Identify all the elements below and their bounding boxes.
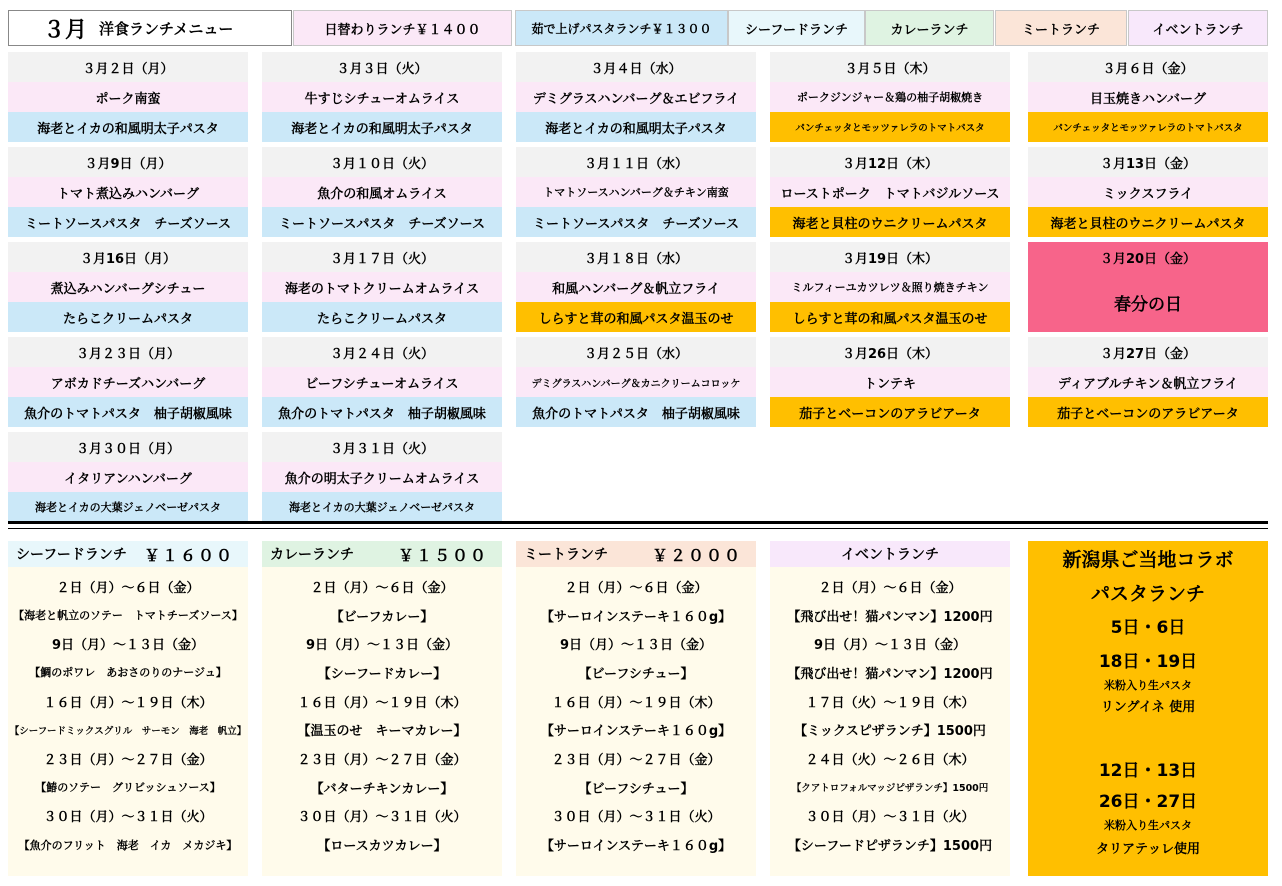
special-dish: 【ミックスピザランチ】1500円: [794, 724, 986, 740]
daily-lunch-item: ミックスフライ: [1028, 177, 1268, 207]
pasta-lunch-item: しらすと茸の和風パスタ温玉のせ: [516, 302, 756, 332]
special-dish: 【ビーフカレー】: [330, 609, 434, 625]
pasta-lunch-item: 海老とイカの和風明太子パスタ: [8, 112, 248, 142]
pasta-lunch-item: ミートソースパスタ チーズソース: [516, 207, 756, 237]
pasta-lunch-item: パンチェッタとモッツァレラのトマトパスタ: [1028, 112, 1268, 142]
day-date: ３月9日（月）: [8, 147, 248, 177]
period-label: １６日（月）～１９日（木）: [43, 695, 213, 711]
collab-dates: 18日・19日: [1098, 652, 1198, 672]
day-date: ３月２４日（火）: [262, 337, 502, 367]
period-label: 9日（月）～１３日（金）: [559, 638, 713, 654]
day-date: ３月13日（金）: [1028, 147, 1268, 177]
day-card: [262, 432, 502, 522]
special-dish: 【シーフードカレー】: [317, 666, 447, 682]
pasta-lunch-item: ミートソースパスタ チーズソース: [262, 207, 502, 237]
period-label: ２日（月）～６日（金）: [310, 580, 454, 596]
period-label: 9日（月）～１３日（金）: [813, 638, 967, 654]
period-label: 9日（月）～１３日（金）: [51, 638, 205, 654]
daily-lunch-item: ミルフィーユカツレツ＆照り焼きチキン: [770, 272, 1010, 302]
period-label: ２３日（月）～２７日（金）: [43, 752, 213, 768]
daily-lunch-item: トンテキ: [770, 367, 1010, 397]
daily-lunch-item: トマト煮込みハンバーグ: [8, 177, 248, 207]
daily-lunch-item: 魚介の明太子クリームオムライス: [262, 462, 502, 492]
special-lunch-column: [770, 541, 1010, 876]
special-dish: 【鰆のソテー グリビッシュソース】: [35, 781, 221, 795]
day-card: [1028, 147, 1268, 237]
period-label: ２４日（火）～２６日（木）: [805, 752, 975, 768]
pasta-lunch-item: たらこクリームパスタ: [262, 302, 502, 332]
day-date: ３月６日（金）: [1028, 52, 1268, 82]
special-dish: 【温玉のせ キーマカレー】: [297, 724, 467, 740]
holiday-label: 春分の日: [1028, 272, 1268, 332]
collab-dates: 5日・6日: [1110, 618, 1186, 638]
day-date: ３月20日（金）: [1028, 242, 1268, 272]
daily-lunch-item: 牛すじシチューオムライス: [262, 82, 502, 112]
day-card: [262, 337, 502, 427]
special-lunch-name: カレーランチ: [270, 547, 354, 563]
special-dish: 【ビーフシチュー】: [578, 666, 694, 682]
special-lunch-column: [516, 541, 756, 876]
daily-lunch-item: デミグラスハンバーグ＆エビフライ: [516, 82, 756, 112]
day-card: [516, 337, 756, 427]
daily-lunch-item: ポーク南蛮: [8, 82, 248, 112]
period-label: １６日（月）～１９日（木）: [551, 695, 721, 711]
legend-item: 日替わりランチ￥１４００: [293, 10, 512, 46]
daily-lunch-item: 魚介の和風オムライス: [262, 177, 502, 207]
day-card: [770, 52, 1010, 142]
special-dish: 【シーフードミックスグリル サーモン 海老 帆立】: [9, 725, 247, 737]
day-date: ３月３０日（月）: [8, 432, 248, 462]
pasta-lunch-item: パンチェッタとモッツァレラのトマトパスタ: [770, 112, 1010, 142]
day-card: [516, 52, 756, 142]
legend-item: ミートランチ: [995, 10, 1127, 46]
period-label: ２日（月）～６日（金）: [56, 580, 200, 596]
special-lunch-column: [8, 541, 248, 876]
day-date: ３月12日（木）: [770, 147, 1010, 177]
daily-lunch-item: 煮込みハンバーグシチュー: [8, 272, 248, 302]
day-card: [770, 337, 1010, 427]
day-date: ３月26日（木）: [770, 337, 1010, 367]
collab-subtitle: パスタランチ: [1090, 583, 1205, 605]
special-dish: 【ロースカツカレー】: [317, 839, 447, 855]
day-date: ３月１８日（水）: [516, 242, 756, 272]
day-date: ３月３１日（火）: [262, 432, 502, 462]
pasta-lunch-item: しらすと茸の和風パスタ温玉のせ: [770, 302, 1010, 332]
day-card: [1028, 242, 1268, 332]
pasta-lunch-item: 海老と貝柱のウニクリームパスタ: [770, 207, 1010, 237]
collab-note: 米粉入り生パスタ: [1104, 679, 1192, 692]
special-dish: 【クアトロフォルマッジピザランチ】1500円: [791, 783, 989, 795]
day-card: [770, 147, 1010, 237]
special-dish: 【サーロインステーキ１６０g】: [540, 724, 732, 740]
period-label: ３０日（月）～３１日（火）: [805, 810, 975, 826]
menu-title: 洋食ランチメニュー: [99, 19, 234, 38]
special-lunch-header: [516, 541, 756, 567]
pasta-lunch-item: 魚介のトマトパスタ 柚子胡椒風味: [8, 397, 248, 427]
daily-lunch-item: トマトソースハンバーグ＆チキン南蛮: [516, 177, 756, 207]
period-label: ２日（月）～６日（金）: [564, 580, 708, 596]
legend-item: シーフードランチ: [728, 10, 865, 46]
special-dish: 【バターチキンカレー】: [310, 781, 454, 797]
special-dish: 【飛び出せ！猫パンマン】1200円: [787, 666, 993, 682]
special-lunch-name: イベントランチ: [841, 547, 939, 563]
pasta-lunch-item: 海老とイカの大葉ジェノベーゼパスタ: [8, 492, 248, 522]
pasta-lunch-item: 魚介のトマトパスタ 柚子胡椒風味: [516, 397, 756, 427]
day-date: ３月１７日（火）: [262, 242, 502, 272]
day-date: ３月１０日（火）: [262, 147, 502, 177]
period-label: ３０日（月）～３１日（火）: [43, 810, 213, 826]
pasta-lunch-item: ミートソースパスタ チーズソース: [8, 207, 248, 237]
period-label: 9日（月）～１３日（金）: [305, 638, 459, 654]
day-card: [8, 337, 248, 427]
collab-note: 米粉入り生パスタ: [1104, 819, 1192, 832]
daily-lunch-item: ポークジンジャー＆鶏の柚子胡椒焼き: [770, 82, 1010, 112]
period-label: ３０日（月）～３１日（火）: [297, 810, 467, 826]
month-label: ３月: [43, 17, 88, 43]
day-card: [516, 242, 756, 332]
period-label: １６日（月）～１９日（木）: [297, 695, 467, 711]
special-dish: 【サーロインステーキ１６０g】: [540, 609, 732, 625]
day-card: [1028, 52, 1268, 142]
period-label: ２３日（月）～２７日（金）: [551, 752, 721, 768]
special-lunch-header: [262, 541, 502, 567]
special-lunch-price: ￥２０００: [651, 545, 742, 565]
daily-lunch-item: 和風ハンバーグ＆帆立フライ: [516, 272, 756, 302]
daily-lunch-item: 海老のトマトクリームオムライス: [262, 272, 502, 302]
day-date: ３月16日（月）: [8, 242, 248, 272]
divider-line: [8, 528, 1268, 529]
daily-lunch-item: 目玉焼きハンバーグ: [1028, 82, 1268, 112]
pasta-lunch-item: 海老とイカの大葉ジェノベーゼパスタ: [262, 492, 502, 522]
legend-item: イベントランチ: [1128, 10, 1268, 46]
daily-lunch-item: デミグラスハンバーグ＆カニクリームコロッケ: [516, 367, 756, 397]
collab-dates: 12日・13日: [1098, 761, 1198, 781]
special-lunch-name: ミートランチ: [524, 547, 608, 563]
pasta-lunch-item: 海老とイカの和風明太子パスタ: [516, 112, 756, 142]
period-label: １７日（火）～１９日（木）: [805, 695, 975, 711]
special-dish: 【飛び出せ！猫パンマン】1200円: [787, 609, 993, 625]
legend-item: 茹で上げパスタランチ￥１３００: [515, 10, 728, 46]
day-card: [770, 242, 1010, 332]
special-lunch-column: [262, 541, 502, 876]
day-card: [262, 147, 502, 237]
special-dish: 【ビーフシチュー】: [578, 781, 694, 797]
day-date: ３月19日（木）: [770, 242, 1010, 272]
day-card: [262, 52, 502, 142]
day-date: ３月３日（火）: [262, 52, 502, 82]
period-label: ２３日（月）～２７日（金）: [297, 752, 467, 768]
day-card: [8, 432, 248, 522]
day-date: ３月２日（月）: [8, 52, 248, 82]
pasta-lunch-item: たらこクリームパスタ: [8, 302, 248, 332]
daily-lunch-item: イタリアンハンバーグ: [8, 462, 248, 492]
collab-title: 新潟県ご当地コラボ: [1062, 549, 1234, 571]
daily-lunch-item: アボカドチーズハンバーグ: [8, 367, 248, 397]
daily-lunch-item: ローストポーク トマトバジルソース: [770, 177, 1010, 207]
special-lunch-price: ￥１６００: [143, 545, 234, 565]
day-date: ３月１１日（水）: [516, 147, 756, 177]
day-card: [516, 147, 756, 237]
special-lunch-header: [8, 541, 248, 567]
pasta-lunch-item: 海老とイカの和風明太子パスタ: [262, 112, 502, 142]
day-card: [262, 242, 502, 332]
collab-pasta-type: リングイネ 使用: [1100, 700, 1196, 715]
day-card: [8, 242, 248, 332]
special-dish: 【鯛のポワレ あおさのりのナージュ】: [29, 666, 227, 680]
day-date: ３月27日（金）: [1028, 337, 1268, 367]
collab-pasta-type: タリアテッレ使用: [1095, 842, 1200, 857]
special-dish: 【海老と帆立のソテー トマトチーズソース】: [13, 609, 243, 623]
period-label: ２日（月）～６日（金）: [818, 580, 962, 596]
day-card: [8, 52, 248, 142]
pasta-lunch-item: 魚介のトマトパスタ 柚子胡椒風味: [262, 397, 502, 427]
divider-line: [8, 521, 1268, 524]
day-date: ３月５日（木）: [770, 52, 1010, 82]
day-date: ３月２５日（水）: [516, 337, 756, 367]
day-card: [1028, 337, 1268, 427]
day-card: [8, 147, 248, 237]
collab-pasta-panel: [1028, 541, 1268, 876]
special-lunch-header: [770, 541, 1010, 567]
pasta-lunch-item: 茄子とベーコンのアラビアータ: [770, 397, 1010, 427]
pasta-lunch-item: 海老と貝柱のウニクリームパスタ: [1028, 207, 1268, 237]
pasta-lunch-item: 茄子とベーコンのアラビアータ: [1028, 397, 1268, 427]
special-dish: 【サーロインステーキ１６０g】: [540, 839, 732, 855]
day-date: ３月２３日（月）: [8, 337, 248, 367]
page-title: [8, 10, 292, 46]
period-label: ３０日（月）～３１日（火）: [551, 810, 721, 826]
special-lunch-name: シーフードランチ: [16, 547, 127, 563]
daily-lunch-item: ビーフシチューオムライス: [262, 367, 502, 397]
daily-lunch-item: ディアブルチキン＆帆立フライ: [1028, 367, 1268, 397]
special-dish: 【シーフードピザランチ】1500円: [787, 839, 993, 855]
special-dish: 【魚介のフリット 海老 イカ メカジキ】: [18, 838, 238, 852]
special-lunch-price: ￥１５００: [397, 545, 488, 565]
legend-item: カレーランチ: [865, 10, 994, 46]
day-date: ３月４日（水）: [516, 52, 756, 82]
collab-dates: 26日・27日: [1098, 792, 1198, 812]
